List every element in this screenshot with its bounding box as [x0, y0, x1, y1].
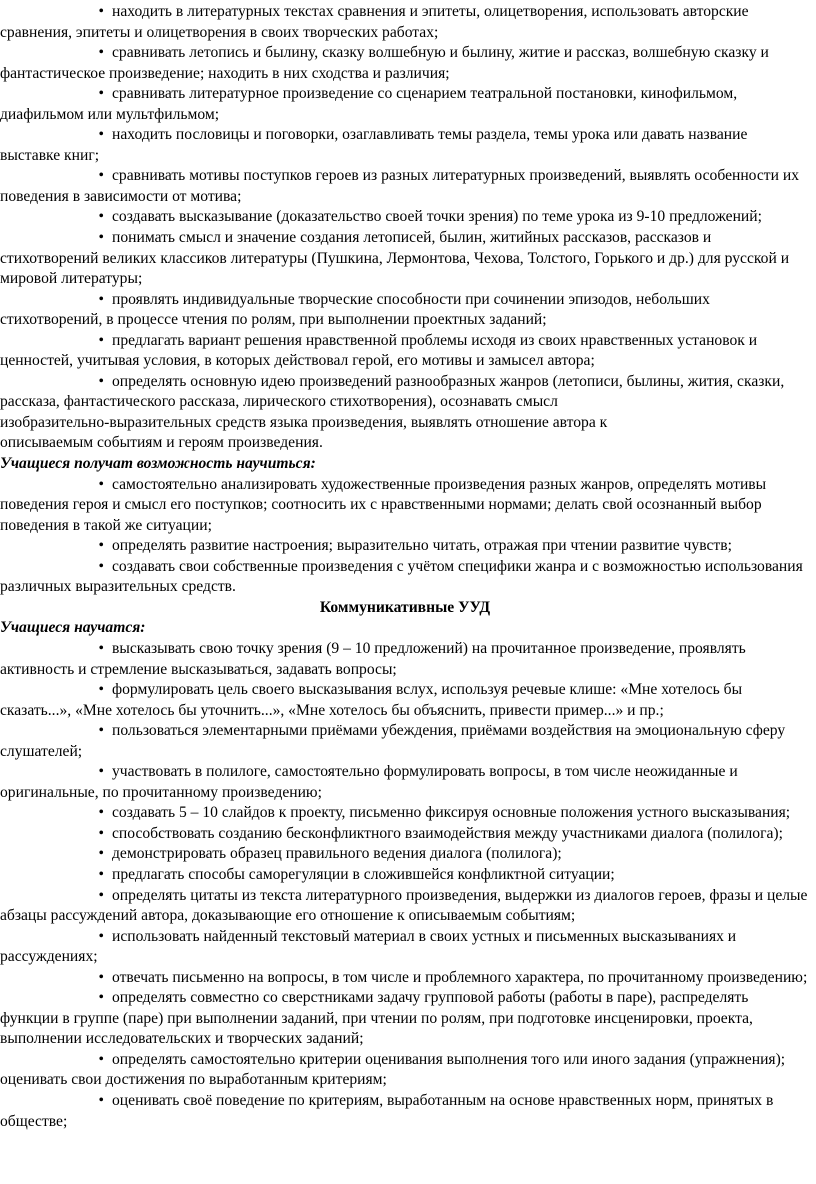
list-item-text: создавать 5 – 10 слайдов к проекту, письменно фиксируя основные положения устного высказывания; [112, 804, 791, 822]
list-item-text: находить в литературных текстах сравнения и эпитеты, олицетворения, использовать авторские сравнения, эпитеты и олицетворения в своих творческих работах; [0, 3, 749, 41]
list-item-text: сравнивать летопись и былину, сказку волшебную и былину, житие и рассказ, волшебную сказку и фантастическое произведение; находить в них сходства и различия; [0, 44, 769, 82]
list-item [0, 639, 810, 680]
list-item [0, 927, 810, 968]
list-item [0, 988, 810, 1050]
list-item-text: определять развитие настроения; выразительно читать, отражая при чтении развитие чувств; [112, 537, 732, 555]
list-item [0, 43, 810, 84]
bullet-icon: • [98, 1091, 104, 1109]
list-item-text: пользоваться элементарными приёмами убеждения, приёмами воздействия на эмоциональную сферу слушателей; [0, 722, 786, 760]
list-item [0, 968, 810, 989]
list-item-text: определять совместно со сверстниками задачу групповой работы (работы в паре), распределять функции в группе (паре) при выполнении заданий, при чтении по ролям, при подготовке инсценировки, проекта, выполнении исследовательских и творческих заданий; [0, 989, 753, 1048]
list-item [0, 680, 810, 721]
list-item [0, 290, 810, 331]
list-item [0, 166, 810, 207]
list-item [0, 228, 810, 290]
list-item [0, 886, 810, 927]
continuation-line-2: описываемым событиям и героям произведения. [0, 434, 323, 452]
bullet-icon: • [98, 44, 104, 62]
list-item [0, 475, 810, 537]
bullet-icon: • [98, 824, 104, 842]
bullet-icon: • [98, 927, 104, 945]
list-item-text: находить пословицы и поговорки, озаглавливать темы раздела, темы урока или давать название выставке книг; [0, 126, 748, 164]
list-item [0, 762, 810, 803]
list-item-text: предлагать вариант решения нравственной проблемы исходя из своих нравственных установок и ценностей, учитывая условия, в которых действовал герой, его мотивы и замысел автора; [0, 331, 758, 370]
list-item-text: формулировать цель своего высказывания вслух, используя речевые клише: «Мне хотелось бы сказать...», «Мне хотелось бы уточнить...», «Мне хотелось бы объяснить, привести пример...» и пр.; [0, 681, 743, 719]
bullet-icon: • [98, 229, 104, 247]
bullet-icon: • [98, 290, 104, 308]
bullet-icon: • [98, 639, 104, 657]
list-item-text: высказывать свою точку зрения (9 – 10 предложений) на прочитанное произведение, проявлять активность и стремление высказываться, задавать вопросы; [0, 639, 746, 678]
continuation-line-1: изобразительно-выразительных средств языка произведения, выявлять отношение автора к [0, 413, 608, 431]
list-item-text: определять цитаты из текста литературного произведения, выдержки из диалогов героев, фразы и целые абзацы рассуждений автора, доказывающие его отношение к описываемым событиям; [0, 886, 808, 925]
list-item-text: определять основную идею произведений разнообразных жанров (летописи, былины, жития, сказки, рассказа, фантастического рассказа, лирического стихотворения), осознавать смысл [0, 372, 785, 411]
list-item [0, 1091, 810, 1132]
list-item [0, 721, 810, 762]
bullet-icon: • [98, 537, 104, 555]
list-item [0, 803, 810, 824]
bullet-icon: • [98, 557, 104, 575]
list-item-text: использовать найденный текстовый материал в своих устных и письменных высказываниях и рассуждениях; [0, 927, 737, 966]
list-item [0, 824, 810, 845]
list-item-text: способствовать созданию бесконфликтного взаимодействия между участниками диалога (полилога); [112, 824, 783, 842]
list-item [0, 865, 810, 886]
bullet-icon: • [98, 208, 104, 226]
bullet-icon: • [98, 475, 104, 493]
bullet-icon: • [98, 722, 104, 740]
list-item-text: демонстрировать образец правильного ведения диалога (полилога); [112, 845, 562, 863]
list-item-text: отвечать письменно на вопросы, в том числе и проблемного характера, по прочитанному произведению; [112, 968, 808, 986]
list-item [0, 372, 810, 413]
bullet-icon: • [98, 804, 104, 822]
bullet-icon: • [98, 845, 104, 863]
list-item-text: создавать свои собственные произведения с учётом специфики жанра и с возможностью использования различных выразительных средств. [0, 557, 803, 596]
list-item-text: сравнивать мотивы поступков героев из разных литературных произведений, выявлять особенности их поведения в зависимости от мотива; [0, 167, 799, 205]
list-item-text: определять самостоятельно критерии оценивания выполнения того или иного задания (упражнения); оценивать свои достижения по выработанным критериям; [0, 1050, 786, 1089]
list-item-text: проявлять индивидуальные творческие способности при сочинении эпизодов, небольших стихотворений, в процессе чтения по ролям, при выполнении проектных заданий; [0, 290, 710, 329]
learning-outcomes-list [0, 2, 810, 413]
communicative-section-title: Коммуникативные УУД [319, 598, 491, 616]
list-item-text: участвовать в полилоге, самостоятельно формулировать вопросы, в том числе неожиданные и оригинальные, по прочитанному произведению; [0, 763, 738, 801]
list-item [0, 2, 810, 43]
bullet-icon: • [98, 886, 104, 904]
list-item [0, 207, 810, 228]
list-item [0, 331, 810, 372]
bullet-icon: • [98, 681, 104, 699]
list-item-text: создавать высказывание (доказательство своей точки зрения) по теме урока из 9-10 предложений; [112, 208, 762, 226]
bullet-icon: • [98, 1050, 104, 1068]
list-item-text: понимать смысл и значение создания летописей, былин, житийных рассказов, рассказов и стихотворений великих классиков литературы (Пушкина, Лермонтова, Чехова, Толстого, Горького и др.) для русской и мировой литературы; [0, 229, 790, 288]
list-item-text: сравнивать литературное произведение со сценарием театральной постановки, кинофильмом, диафильмом или мультфильмом; [0, 85, 738, 123]
bullet-icon: • [98, 968, 104, 986]
list-item [0, 1050, 810, 1091]
bullet-icon: • [98, 989, 104, 1007]
bullet-icon: • [98, 865, 104, 883]
bullet-icon: • [98, 372, 104, 390]
list-item-text: самостоятельно анализировать художественные произведения разных жанров, определять мотивы поведения героя и смысл его поступков; соотносить их с нравственными нормами; делать свой осознанный выбор поведения в такой же ситуации; [0, 475, 767, 534]
opportunity-list [0, 475, 810, 598]
list-item [0, 84, 810, 125]
bullet-icon: • [98, 85, 104, 103]
bullet-icon: • [98, 331, 104, 349]
list-item [0, 536, 810, 557]
bullet-icon: • [98, 167, 104, 185]
bullet-icon: • [98, 3, 104, 20]
opportunity-heading: Учащиеся получат возможность научиться: [0, 455, 316, 473]
list-item [0, 125, 810, 166]
list-item-text: предлагать способы саморегуляции в сложившейся конфликтной ситуации; [112, 865, 615, 883]
communicative-list [0, 639, 810, 1132]
list-item-text: оценивать своё поведение по критериям, выработанным на основе нравственных норм, принятых в обществе; [0, 1091, 774, 1130]
list-item [0, 557, 810, 598]
bullet-icon: • [98, 126, 104, 144]
communicative-heading: Учащиеся научатся: [0, 619, 146, 637]
bullet-icon: • [98, 763, 104, 781]
list-item [0, 844, 810, 865]
